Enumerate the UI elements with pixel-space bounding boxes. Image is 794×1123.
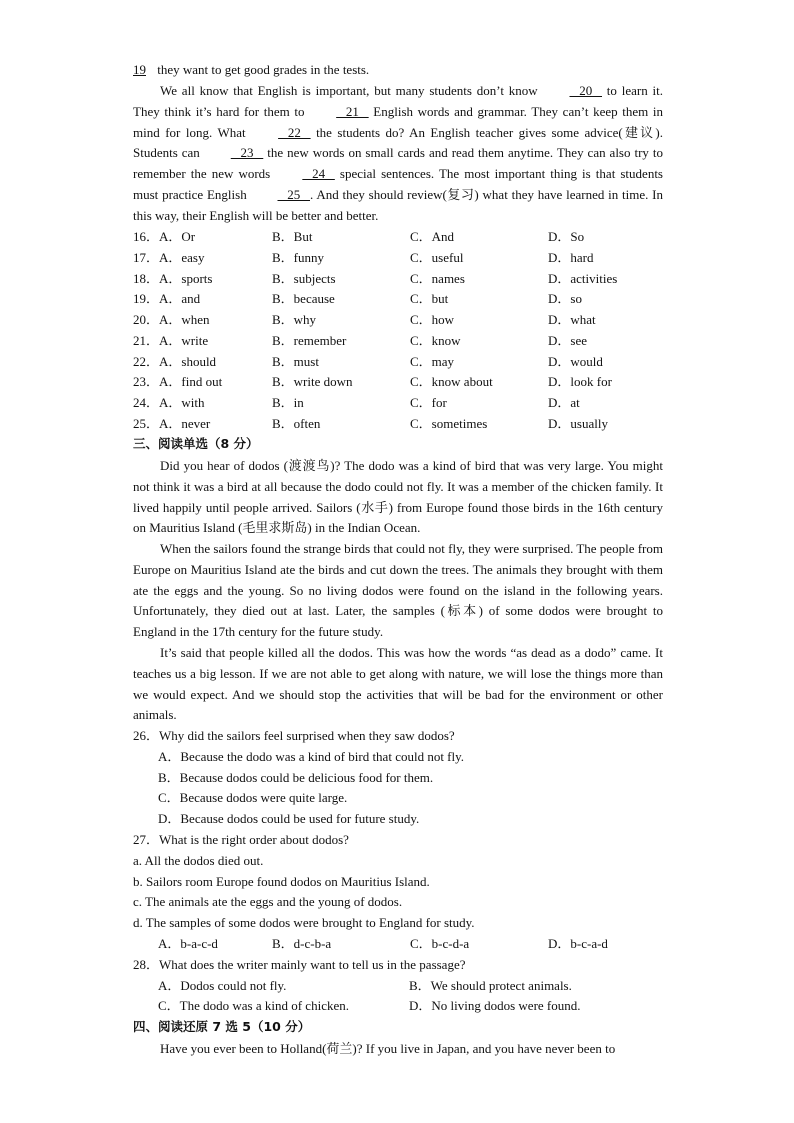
cloze-option-25-b: B．often <box>272 415 321 431</box>
question-26: 26．Why did the sailors feel surprised when they saw dodos? <box>133 728 455 743</box>
cloze-option-19-b: B．because <box>272 291 335 307</box>
blank-19: 19 <box>133 62 146 77</box>
cloze-option-25-a: 25．A．never <box>133 415 211 431</box>
cloze-text: to learn it. They think it’s hard for them to <box>133 83 663 119</box>
blank-22: 22 <box>278 124 311 140</box>
blank-21: 21 <box>336 103 369 119</box>
q28-option-a: A．Dodos could not fly. <box>158 978 287 993</box>
cloze-text: special sentences. The most important thing is that students must practice English <box>133 166 663 202</box>
cloze-option-20-d: D．what <box>548 312 596 327</box>
cloze-option-21-a: 21．A．write <box>133 332 209 348</box>
cloze-option-17-a: 17．A．easy <box>133 249 205 265</box>
cloze-option-row-20 <box>133 310 663 331</box>
cloze-option-17-b: B．funny <box>272 249 325 265</box>
cloze-option-row-25 <box>133 414 663 435</box>
cloze-option-20-c: C．how <box>410 312 455 327</box>
cloze-option-23-c: C．know about <box>410 374 493 390</box>
q27-options <box>133 934 663 955</box>
cloze-option-22-c: C．may <box>410 353 455 369</box>
cloze-text: English words and grammar. They can’t keep them in mind for long. What <box>133 103 663 140</box>
q26-option-a: A．Because the dodo was a kind of bird that could not fly. <box>158 749 465 764</box>
cloze-option-19-a: 19．A．and <box>133 291 201 307</box>
cloze-option-row-24 <box>133 393 663 414</box>
q27-item-b: b. Sailors room Europe found dodos on Mauritius Island. <box>133 874 430 889</box>
cloze-option-17-d: D．hard <box>548 249 594 265</box>
cloze-text: We all know that English is important, but many students don’t know <box>160 83 543 98</box>
cloze-option-18-c: C．names <box>410 270 465 286</box>
cloze-option-row-16 <box>133 227 663 248</box>
cloze-option-row-18 <box>133 269 663 290</box>
passage-paragraph-2: When the sailors found the strange birds that could not fly, they were surprised. The people from Europe on Mauritius Island ate the birds and cut down the trees. The animals they brought with them ate the eggs and the young. So no living dodos were found on the island in the following years. Unfortunately, they died out at last. Later, the samples (标本) of some dodos were brought to England in the 17th century for the future study. <box>133 541 663 640</box>
cloze-option-24-b: B．in <box>272 395 304 410</box>
cloze-option-18-a: 18．A．sports <box>133 270 213 286</box>
cloze-option-21-d: D．see <box>548 332 587 348</box>
cloze-option-row-19 <box>133 289 663 310</box>
cloze-text: the students do? An English teacher gives some advice(建议). Students can <box>133 124 663 161</box>
q28-options-row-2 <box>133 996 663 1017</box>
q28-option-b: B．We should protect animals. <box>409 978 572 993</box>
cloze-option-22-a: 22．A．should <box>133 353 217 369</box>
section-3-title: 三、阅读单选（8 分） <box>133 436 259 451</box>
cloze-line-19 <box>133 60 663 81</box>
question-27: 27．What is the right order about dodos? <box>133 832 349 847</box>
q26-option-d: D．Because dodos could be used for future study. <box>158 811 420 826</box>
cloze-text: the new words on small cards and read them anytime. They can also try to remember the new words <box>133 145 663 182</box>
cloze-option-23-b: B．write down <box>272 374 353 390</box>
cloze-option-row-21 <box>133 331 663 352</box>
q27-option-b: B．d-c-b-a <box>272 936 332 951</box>
cloze-option-16-b: B．But <box>272 229 313 244</box>
question-28: 28．What does the writer mainly want to tell us in the passage? <box>133 957 466 972</box>
cloze-option-24-a: 24．A．with <box>133 395 205 410</box>
q26-option-c: C．Because dodos were quite large. <box>158 790 348 805</box>
cloze-option-19-c: C．but <box>410 291 449 307</box>
cloze-option-24-d: D．at <box>548 395 580 410</box>
cloze-line-19-text: they want to get good grades in the tests. <box>154 62 370 77</box>
cloze-option-25-d: D．usually <box>548 415 608 431</box>
blank-24: 24 <box>302 166 335 182</box>
q27-item-d: d. The samples of some dodos were brought to England for study. <box>133 915 475 930</box>
cloze-option-21-b: B．remember <box>272 332 347 348</box>
cloze-option-16-c: C．And <box>410 229 455 244</box>
cloze-option-row-23 <box>133 372 663 393</box>
cloze-option-row-22 <box>133 352 663 373</box>
q27-option-d: D．b-c-a-d <box>548 936 608 951</box>
cloze-option-19-d: D．so <box>548 291 582 307</box>
section-4-paragraph: Have you ever been to Holland(荷兰)? If you live in Japan, and you have never been to <box>160 1041 616 1056</box>
cloze-option-24-c: C．for <box>410 395 447 410</box>
blank-23: 23 <box>230 145 264 161</box>
blank-25: 25 <box>277 186 310 202</box>
cloze-option-row-17 <box>133 248 663 269</box>
cloze-text: . And they should review(复习) what they have learned in time. In this way, their English will be better and better. <box>133 186 663 223</box>
q26-option-b: B．Because dodos could be delicious food for them. <box>158 770 434 785</box>
cloze-paragraph <box>133 81 663 227</box>
q28-options-row-1 <box>133 976 663 997</box>
cloze-option-22-b: B．must <box>272 353 319 369</box>
cloze-option-23-a: 23．A．find out <box>133 374 223 390</box>
passage-paragraph-1: Did you hear of dodos (渡渡鸟)? The dodo was a kind of bird that was very large. You might not think it was a bird at all because the dodo could not fly. It was a member of the chicken family. It lived happily until people arrived. Sailors (水手) from Europe found those birds in the 16th century on Mauritius Island (毛里求斯岛) in the Indian Ocean. <box>133 458 663 536</box>
cloze-option-18-d: D．activities <box>548 270 618 286</box>
cloze-option-16-d: D．So <box>548 229 585 244</box>
cloze-option-18-b: B．subjects <box>272 270 336 286</box>
cloze-option-22-d: D．would <box>548 353 603 369</box>
cloze-option-21-c: C．know <box>410 332 461 348</box>
cloze-option-16-a: 16．A．Or <box>133 229 196 244</box>
q27-item-c: c. The animals ate the eggs and the young of dodos. <box>133 894 403 909</box>
q27-option-a: A．b-a-c-d <box>158 936 218 951</box>
q28-option-c: C．The dodo was a kind of chicken. <box>158 998 349 1013</box>
cloze-option-20-a: 20．A．when <box>133 312 210 327</box>
q27-option-c: C．b-c-d-a <box>410 936 470 951</box>
q27-item-a: a. All the dodos died out. <box>133 853 264 868</box>
cloze-option-25-c: C．sometimes <box>410 415 488 431</box>
blank-20: 20 <box>569 83 602 98</box>
cloze-option-20-b: B．why <box>272 312 317 327</box>
cloze-option-17-c: C．useful <box>410 249 464 265</box>
section-4-title: 四、阅读还原 7 选 5（10 分） <box>133 1019 311 1034</box>
passage-paragraph-3: It’s said that people killed all the dodos. This was how the words “as dead as a dodo” came. It teaches us a big lesson. If we are not able to get along with nature, we will lose the things more than we would expect. And we should stop the activities that will be bad for the environment or other animals. <box>133 645 663 723</box>
q28-option-d: D．No living dodos were found. <box>409 998 581 1013</box>
cloze-option-23-d: D．look for <box>548 374 612 390</box>
